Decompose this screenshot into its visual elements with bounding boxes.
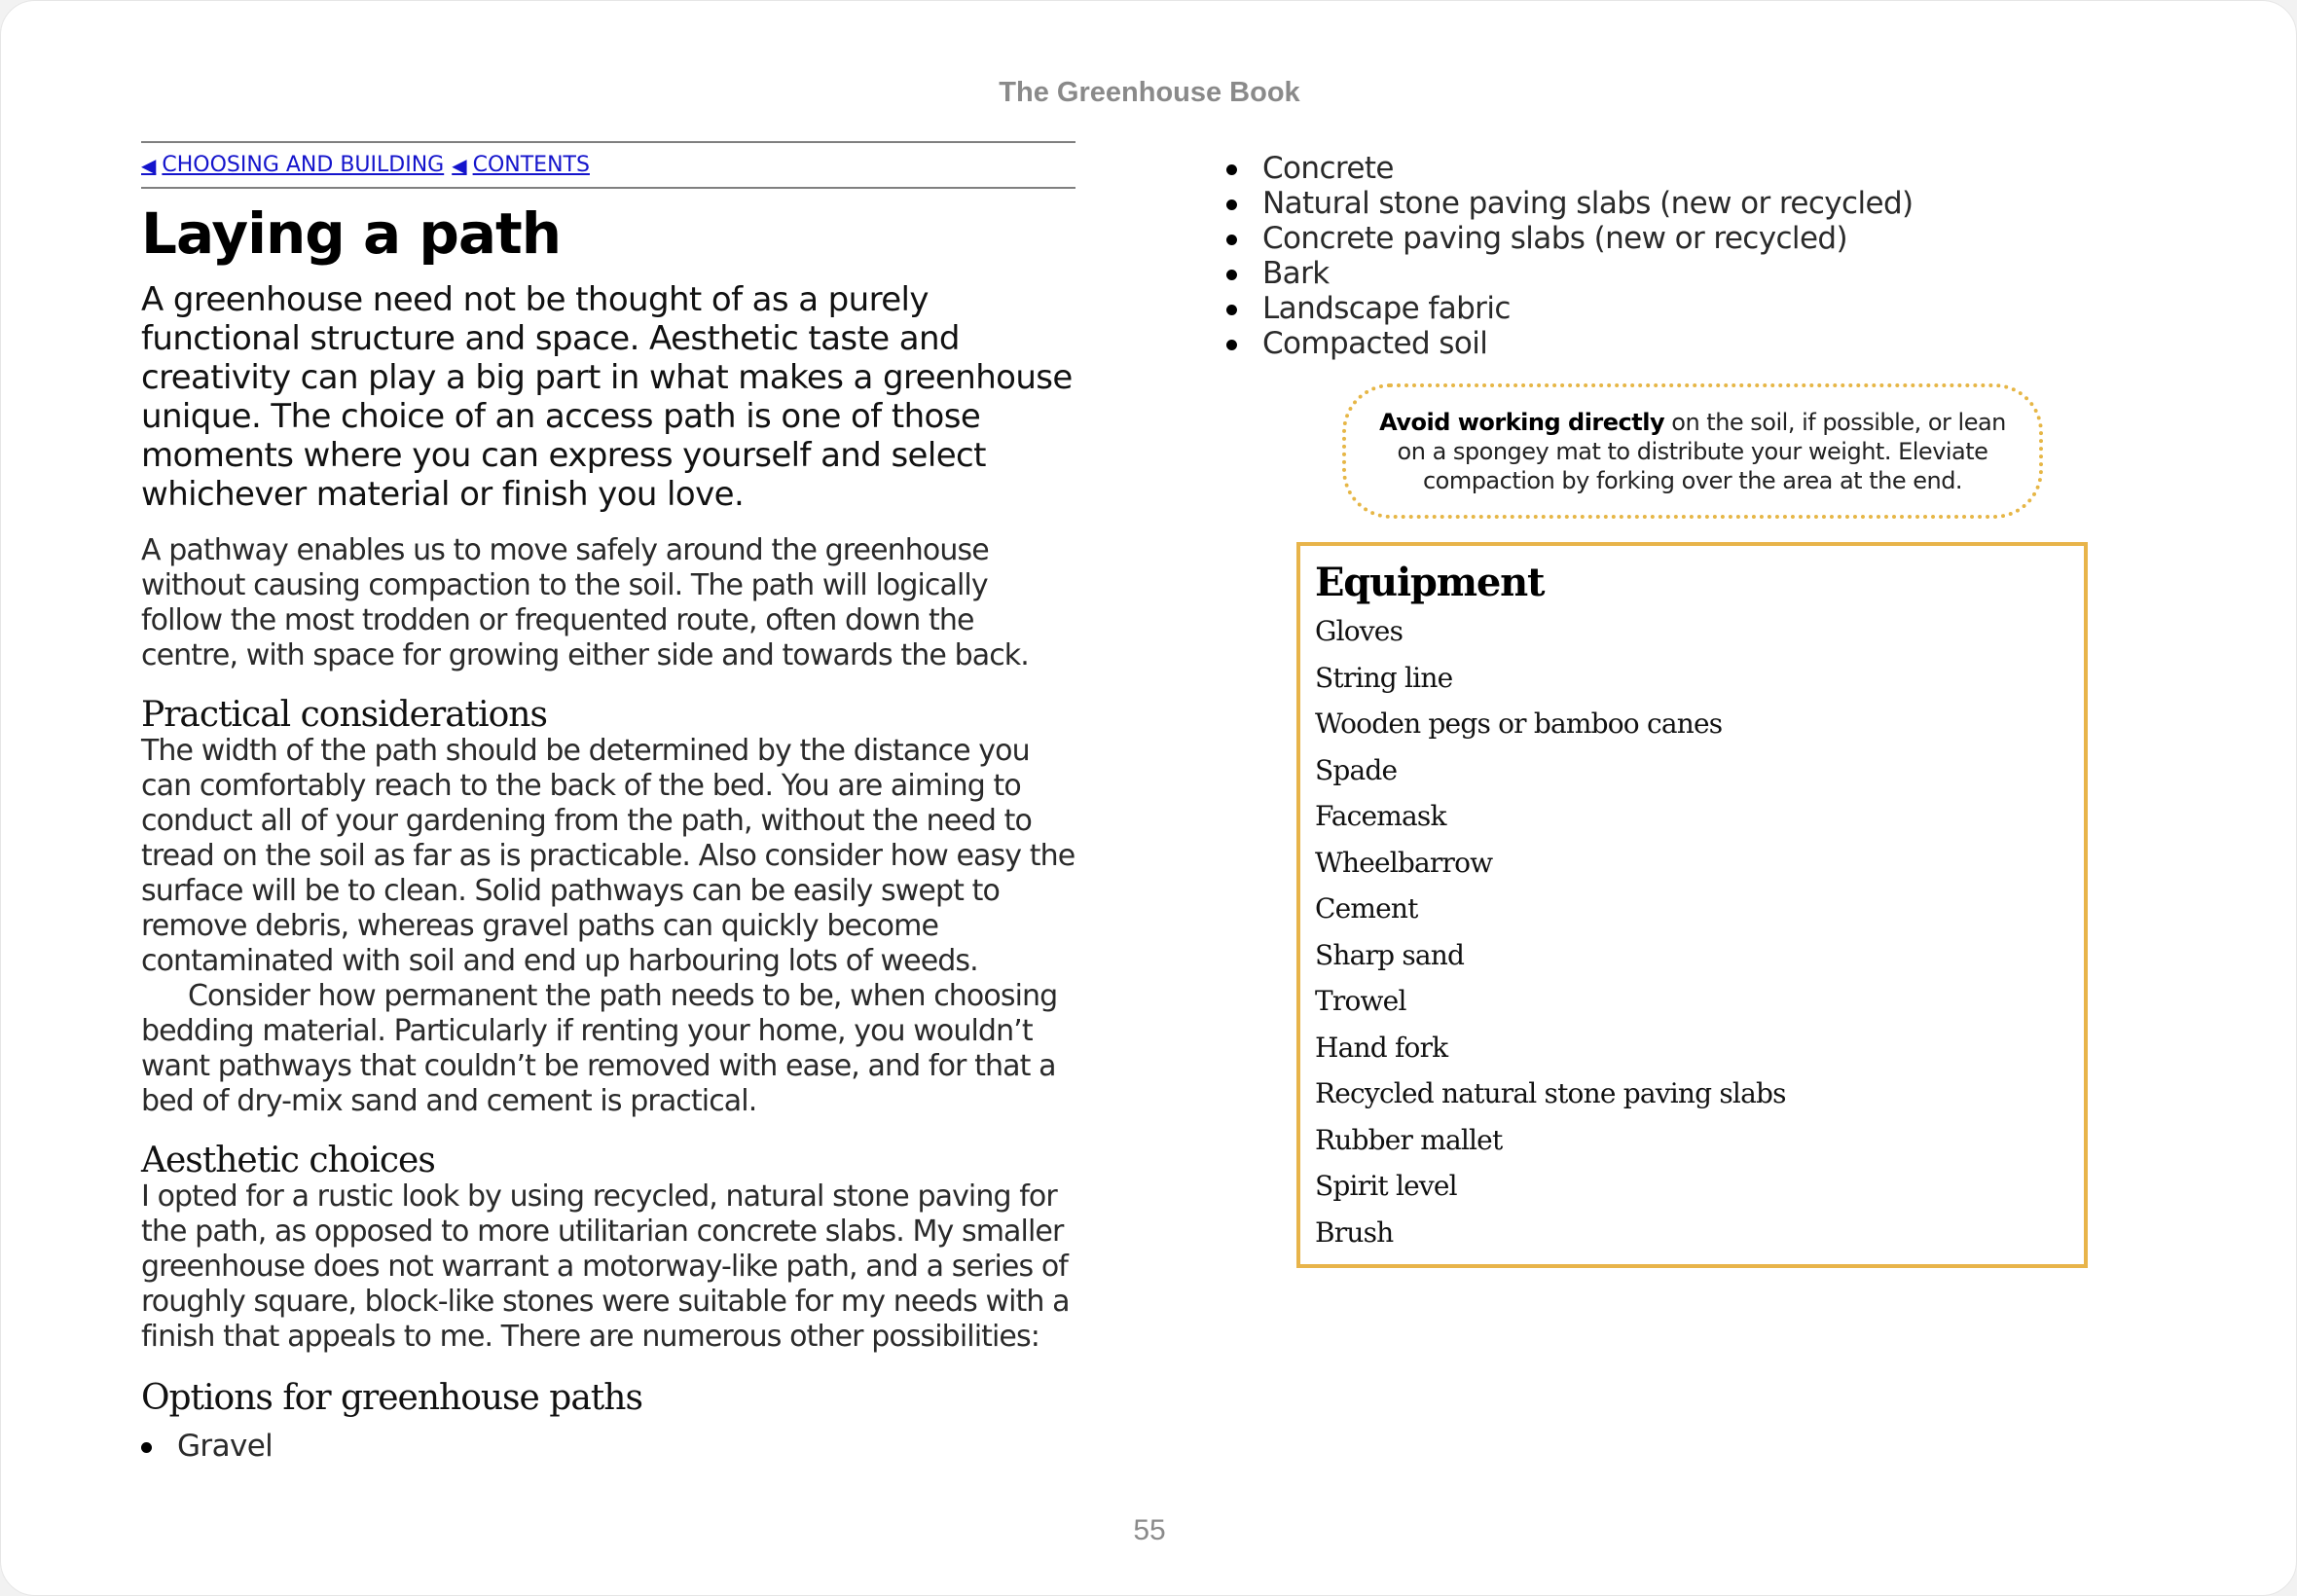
left-triangle-icon: ◀: [452, 153, 467, 177]
tip-callout-body: on the soil, if possible, or lean on a spongey mat to distribute your weight. Eleviate compaction by forking over the area at the end.: [1397, 408, 2006, 494]
body-paragraph: I opted for a rustic look by using recycled, natural stone paving for the path, as opposed to more utilitarian concrete slabs. My smaller greenhouse does not warrant a motorway-like path, and a series of roughly square, block-like stones were suitable for my needs with a finish that appeals to me. There are numerous other possibilities:: [141, 1179, 1070, 1354]
nav-link-contents[interactable]: [452, 153, 590, 177]
nav-link-label: CHOOSING AND BUILDING: [162, 153, 445, 177]
equipment-box: [1296, 542, 2088, 1268]
equipment-item: Rubber mallet: [1315, 1123, 1503, 1156]
equipment-item: Cement: [1315, 892, 1418, 925]
equipment-item: Wooden pegs or bamboo canes: [1315, 707, 1723, 740]
equipment-item: Hand fork: [1315, 1031, 1448, 1064]
options-heading: Options for greenhouse paths: [141, 1378, 642, 1418]
nav-link-choosing-and-building[interactable]: [141, 153, 444, 177]
options-list-continued: [1226, 151, 2083, 361]
list-item: Concrete: [1226, 151, 2083, 186]
equipment-list: [1315, 608, 2084, 1255]
body-paragraph: Consider how permanent the path needs to be, when choosing bedding material. Particularly if renting your home, you wouldn’t want pathways that couldn’t be removed with ease, and for that a bed of dry-mix sand and cement is practical.: [141, 979, 1058, 1118]
body-paragraph: The width of the path should be determined by the distance you can comfortably reach to the back of the bed. You are aiming to conduct all of your gardening from the path, without the need to tread on the soil as far as is practicable. Also consider how easy the surface will be to clean. Solid pathways can be easily swept to remove debris, whereas gravel paths can quickly become contaminated with soil and end up harbouring lots of weeds.: [141, 734, 1076, 978]
equipment-item: Recycled natural stone paving slabs: [1315, 1077, 1786, 1109]
equipment-item: Gloves: [1315, 615, 1404, 647]
page-title: Laying a path: [141, 200, 562, 267]
equipment-item: Brush: [1315, 1215, 1394, 1249]
options-list: [1226, 151, 2083, 361]
tip-callout-lead: Avoid working directly: [1379, 408, 1665, 436]
page-number: 55: [1133, 1514, 1166, 1546]
section-heading-aesthetic: Aesthetic choices: [141, 1141, 435, 1180]
list-item: Compacted soil: [1226, 326, 2083, 361]
section-heading-practical: Practical considerations: [141, 695, 547, 735]
body-paragraph: A pathway enables us to move safely around the greenhouse without causing compaction to the soil. The path will logically follow the most trodden or frequented route, often down the centre, with space for growing either side and towards the back.: [141, 533, 1029, 672]
options-list: [141, 1429, 1076, 1464]
running-title: The Greenhouse Book: [999, 77, 1300, 108]
tip-callout-text: [1364, 408, 2022, 495]
left-column: [141, 141, 1076, 1464]
list-item: Natural stone paving slabs (new or recycled): [1226, 186, 2083, 221]
equipment-item: Trowel: [1315, 985, 1406, 1017]
equipment-item: Sharp sand: [1315, 938, 1465, 971]
list-item: Gravel: [141, 1429, 1076, 1464]
intro-paragraph: A greenhouse need not be thought of as a purely functional structure and space. Aesthetic taste and creativity can play a big part in what makes a greenhouse unique. The choice of an access path is one of those moments where you can express yourself and select whichever material or finish you love.: [141, 280, 1073, 514]
equipment-item: Wheelbarrow: [1315, 846, 1493, 879]
equipment-item: Facemask: [1315, 800, 1446, 832]
equipment-title: Equipment: [1315, 560, 1545, 605]
breadcrumb-nav: [141, 141, 1076, 189]
list-item: Landscape fabric: [1226, 291, 2083, 326]
equipment-item: String line: [1315, 661, 1453, 694]
equipment-item: Spade: [1315, 753, 1398, 786]
list-item: Concrete paving slabs (new or recycled): [1226, 221, 2083, 256]
left-triangle-icon: ◀: [141, 153, 157, 177]
list-item: Bark: [1226, 256, 2083, 291]
nav-link-label: CONTENTS: [472, 153, 590, 177]
tip-callout: [1342, 383, 2043, 519]
equipment-item: Spirit level: [1315, 1170, 1457, 1202]
